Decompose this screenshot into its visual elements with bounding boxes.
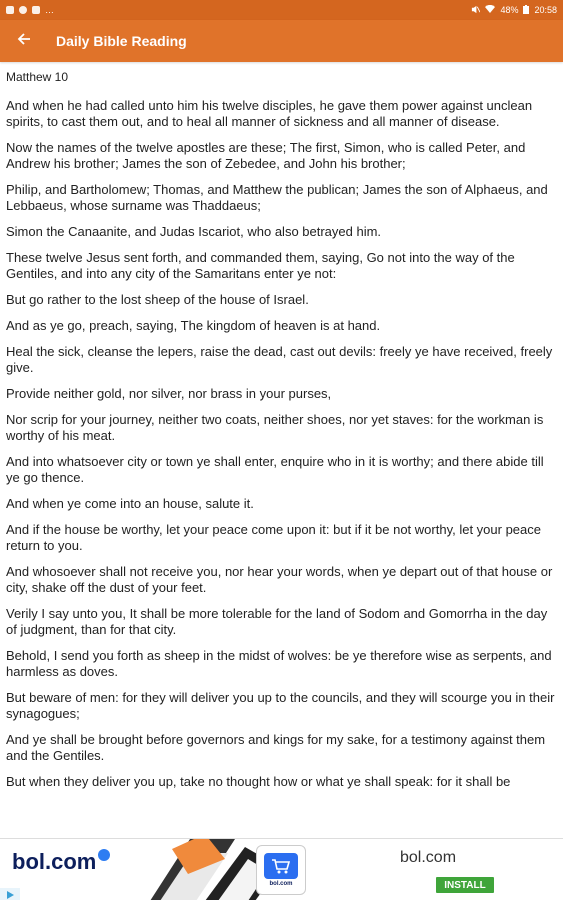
verse-text: Nor scrip for your journey, neither two coats, neither shoes, nor yet staves: for the workman is worthy of his meat. <box>6 412 544 443</box>
app-icon <box>19 6 27 14</box>
mute-icon <box>471 5 480 16</box>
verse-list <box>6 98 557 790</box>
reading-content[interactable] <box>0 62 563 838</box>
app-bar <box>0 20 563 62</box>
verse-text: And whosoever shall not receive you, nor hear your words, when ye depart out of that house or city, shake off the dust of your feet. <box>6 564 553 595</box>
verse-text: Now the names of the twelve apostles are these; The first, Simon, who is called Peter, and Andrew his brother; James the son of Zebedee, and John his brother; <box>6 140 526 171</box>
ad-app-name: bol.com <box>400 849 457 866</box>
verse-text: And as ye go, preach, saying, The kingdom of heaven is at hand. <box>6 318 381 333</box>
status-right-icons <box>471 5 557 16</box>
verse-text: Behold, I send you forth as sheep in the midst of wolves: be ye therefore wise as serpents, and harmless as doves. <box>6 648 552 679</box>
verse-text: Provide neither gold, nor silver, nor brass in your purses, <box>6 386 332 401</box>
verse-text: And when he had called unto him his twelve disciples, he gave them power against unclean spirits, to cast them out, and to heal all manner of sickness and all manner of disease. <box>6 98 533 129</box>
battery-icon <box>523 5 529 16</box>
install-button[interactable]: INSTALL <box>436 877 494 893</box>
verse-text: Verily I say unto you, It shall be more tolerable for the land of Sodom and Gomorrha in the day of judgment, than for that city. <box>6 606 548 637</box>
verse-text: Philip, and Bartholomew; Thomas, and Matthew the publican; James the son of Alphaeus, and Lebbaeus, whose surname was Thaddaeus; <box>6 182 548 213</box>
ad-brand-logo[interactable] <box>12 849 110 875</box>
ad-app-icon[interactable] <box>256 845 306 895</box>
status-bar <box>0 0 563 20</box>
cart-icon <box>264 853 298 879</box>
verse-text: But when they deliver you up, take no thought how or what ye shall speak: for it shall be <box>6 774 511 789</box>
ad-brand-logo-text: bol.com <box>12 849 97 874</box>
verse-text: But go rather to the lost sheep of the house of Israel. <box>6 292 309 307</box>
verse-text: And when ye come into an house, salute it. <box>6 496 254 511</box>
verse-text: And ye shall be brought before governors and kings for my sake, for a testimony against them and the Gentiles. <box>6 732 546 763</box>
wifi-icon <box>485 5 495 16</box>
logo-dot-icon <box>98 849 110 861</box>
verse-text: And into whatsoever city or town ye shall enter, enquire who in it is worthy; and there abide till ye go thence. <box>6 454 544 485</box>
status-left-icons <box>6 6 55 14</box>
notification-icon <box>6 6 14 14</box>
ad-banner[interactable] <box>0 838 563 900</box>
verse-text: But beware of men: for they will deliver you up to the councils, and they will scourge you in their synagogues; <box>6 690 555 721</box>
message-icon <box>32 6 40 14</box>
adchoices-icon[interactable] <box>0 888 20 900</box>
page-title: Daily Bible Reading <box>56 33 187 49</box>
ad-icon-caption: bol.com <box>269 881 293 887</box>
verse-text: These twelve Jesus sent forth, and commanded them, saying, Go not into the way of the Gentiles, and into any city of the Samaritans enter ye not: <box>6 250 515 281</box>
battery-percent: 48% <box>500 5 519 15</box>
arrow-left-icon <box>17 32 31 51</box>
chapter-heading: Matthew 10 <box>6 70 69 84</box>
back-button[interactable] <box>0 20 48 62</box>
more-icon: … <box>45 5 54 15</box>
clock: 20:58 <box>534 5 557 15</box>
verse-text: Heal the sick, cleanse the lepers, raise the dead, cast out devils: freely ye have received, freely give. <box>6 344 553 375</box>
verse-text: Simon the Canaanite, and Judas Iscariot, who also betrayed him. <box>6 224 382 239</box>
verse-text: And if the house be worthy, let your peace come upon it: but if it be not worthy, let your peace return to you. <box>6 522 541 553</box>
